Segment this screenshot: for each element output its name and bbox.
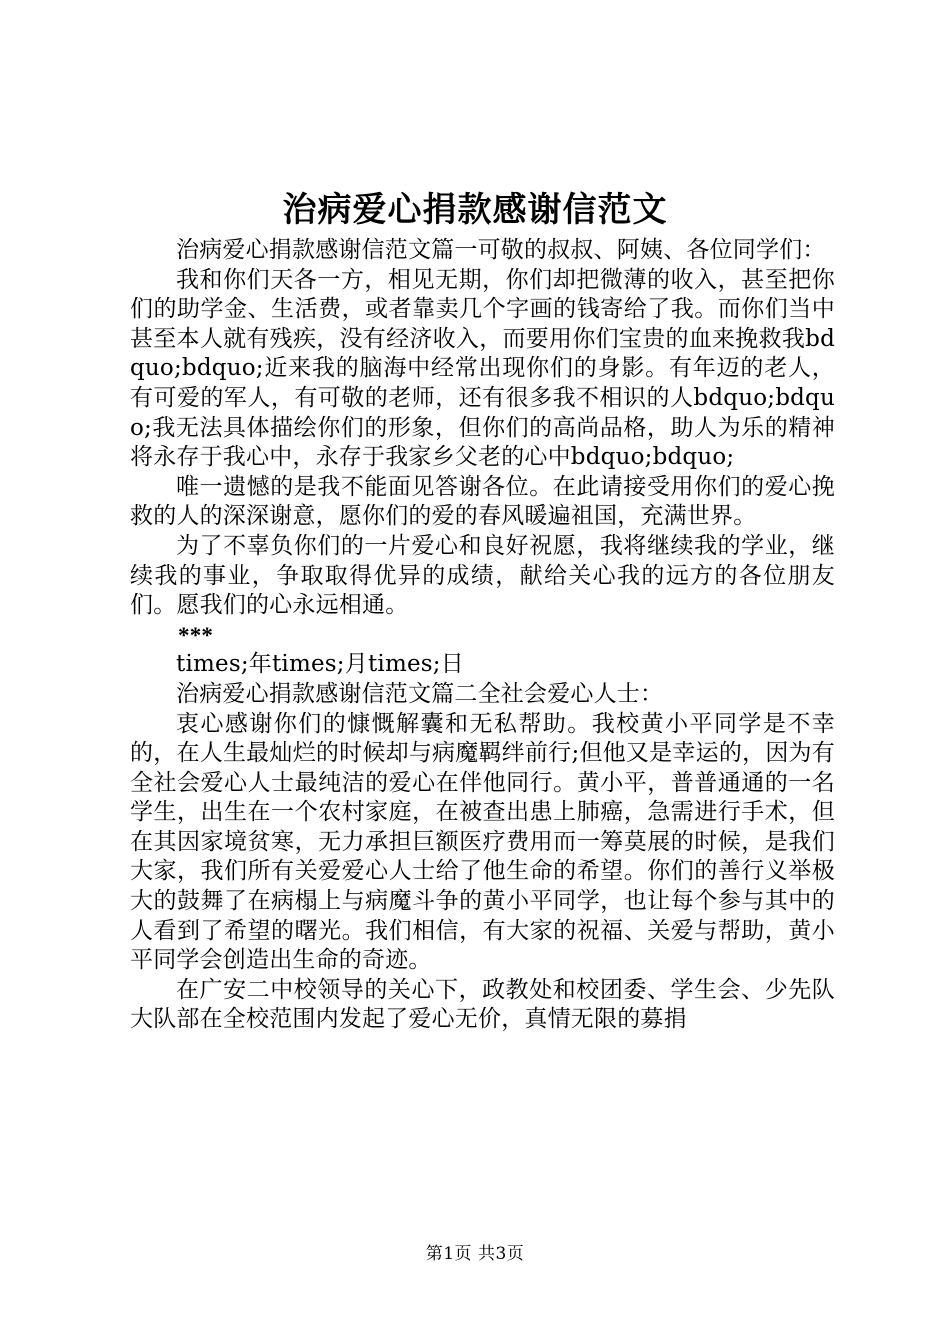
paragraph-body: 在广安二中校领导的关心下，政教处和校团委、学生会、少先队大队部在全校范围内发起了爱心无价，真情无限的募捐 (130, 976, 835, 1033)
date-placeholder: times;年times;月times;日 (176, 651, 464, 678)
paragraph-body: 我和你们天各一方，相见无期，你们却把微薄的收入，甚至把你们的助学金、生活费，或者靠卖几个字画的钱寄给了我。而你们当中甚至本人就有残疾，没有经济收入，而要用你们宝贵的血来挽救我bdquo;bdquo;近来我的脑海中经常出现你们的身影。有年迈的老人，有可爱的军人，有可敬的老师，还有很多我不相识的人bdquo;bdquo;我无法具体描绘你们的形象，但你们的高尚品格，助人为乐的精神将永存于我心中，永存于我家乡父老的心中bdquo;bdquo; (130, 266, 835, 471)
document-body (130, 236, 835, 1035)
paragraph-body: 衷心感谢你们的慷慨解囊和无私帮助。我校黄小平同学是不幸的，在人生最灿烂的时候却与病魔羁绊前行;但他又是幸运的，因为有全社会爱心人士最纯洁的爱心在伴他同行。黄小平，普普通通的一名学生，出生在一个农村家庭，在被查出患上肺癌，急需进行手术，但在其因家境贫寒，无力承担巨额医疗费用而一筹莫展的时候，是我们大家，我们所有关爱爱心人士给了他生命的希望。你们的善行义举极大的鼓舞了在病榻上与病魔斗争的黄小平同学，也让每个参与其中的人看到了希望的曙光。我们相信，有大家的祝福、关爱与帮助，黄小平同学会创造出生命的奇迹。 (130, 710, 835, 974)
paragraph-body: 为了不辜负你们的一片爱心和良好祝愿，我将继续我的学业，继续我的事业，争取取得优异的成绩，献给关心我的远方的各位朋友们。愿我们的心永远相通。 (130, 532, 835, 619)
paragraph-salutation-1: 治病爱心捐款感谢信范文篇一可敬的叔叔、阿姨、各位同学们： (176, 237, 826, 263)
paragraph-body: 唯一遗憾的是我不能面见答谢各位。在此请接受用你们的爱心挽救的人的深深谢意，愿你们的爱的春风暖遍祖国，充满世界。 (130, 473, 835, 530)
paragraph-salutation-2: 治病爱心捐款感谢信范文篇二全社会爱心人士： (176, 680, 664, 707)
signature-placeholder: *** (178, 622, 214, 648)
page-indicator: 第1页 共3页 (425, 1244, 525, 1264)
document-title: 治病爱心捐款感谢信范文 (282, 190, 668, 230)
